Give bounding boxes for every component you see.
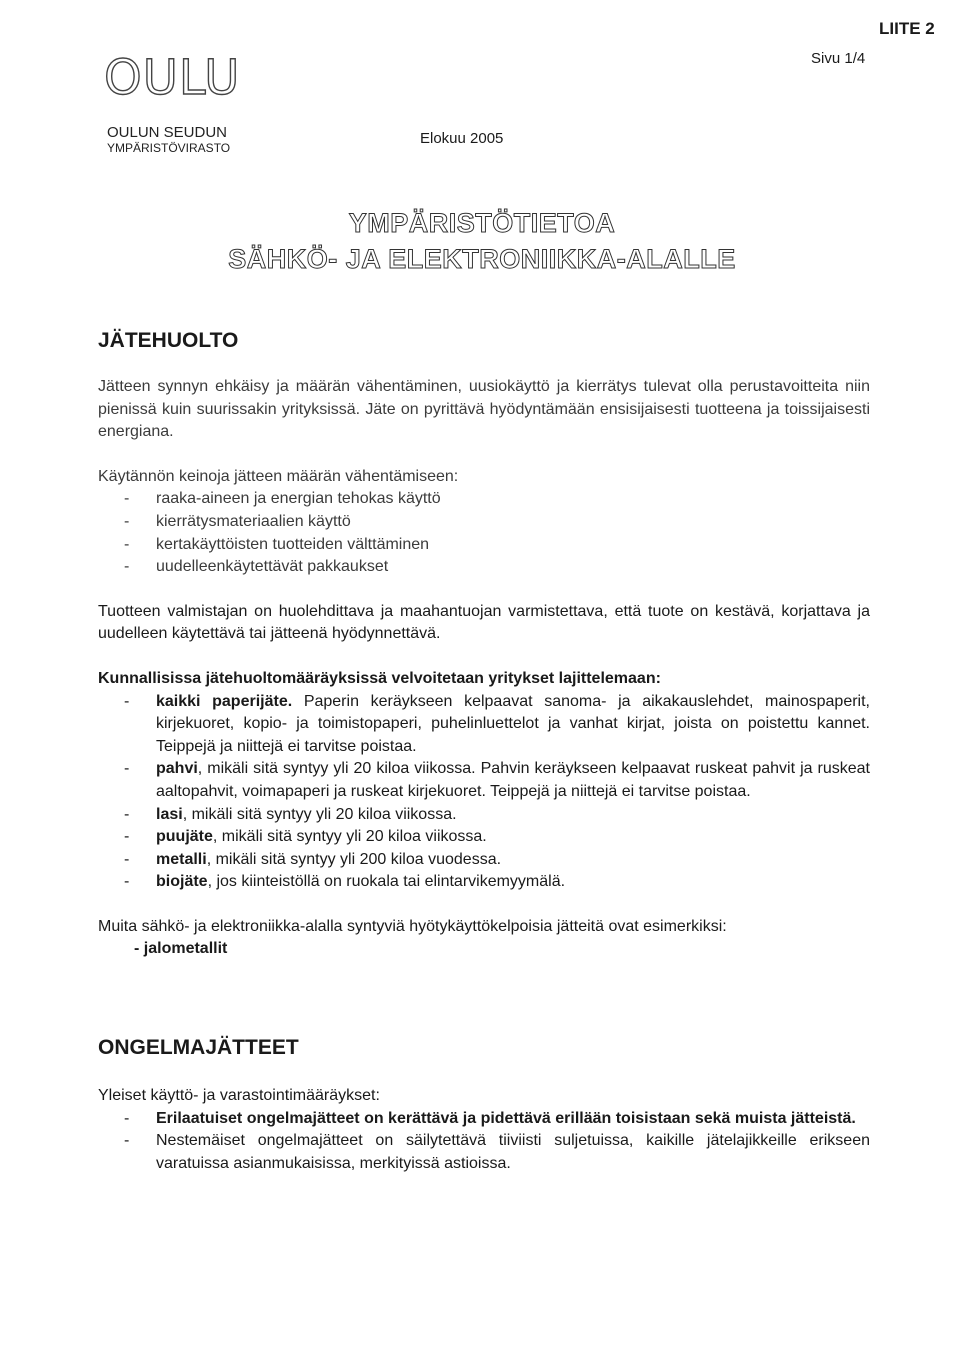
other-waste-item: - jalometallit [134,940,228,958]
section-heading-ongelmajatteet: ONGELMAJÄTTEET [98,1036,299,1059]
list-item: - Nestemäiset ongelmajätteet on säilytettävä tiiviisti suljetuissa, kaikille jätelajikkeille erikseen varatuissa asianmukaisissa, merkityissä astioissa. [124,1132,870,1172]
means-title: Käytännön keinoja jätteen määrän vähentämiseen: [98,467,459,485]
list-item: - raaka-aineen ja energian tehokas käyttö [124,490,441,508]
intro-paragraph: Jätteen synnyn ehkäisy ja määrän vähentäminen, uusiokäyttö ja kierrätys tulevat olla perustavoitteita niin pienissä kuin suurissakin yrityksissä. Jäte on pyrittävä hyödyntämään ensisijaisesti tuotteena ja toissijaisesti energiana. [98,378,870,441]
document-title-line2: SÄHKÖ- JA ELEKTRONIIKKA-ALALLE [228,244,736,274]
list-item: - biojäte, jos kiinteistöllä on ruokala tai elintarvikemyymälä. [124,873,566,891]
document-title-line1: YMPÄRISTÖTIETOA [348,208,616,238]
ongelmajatteet-section [98,1085,870,1175]
list-item: - kertakäyttöisten tuotteiden välttäminen [124,535,430,553]
list-item: - lasi, mikäli sitä syntyy yli 20 kiloa viikossa. [124,805,457,823]
sorting-term: lasi [156,805,183,823]
sorting-term: puujäte [156,828,213,846]
list-item: - kierrätysmateriaalien käyttö [124,512,351,530]
means-list [98,488,870,578]
sorting-term: biojäte [156,873,208,891]
list-item: - Erilaatuiset ongelmajätteet on kerättävä ja pidettävä erillään toisistaan sekä muista jätteistä. [124,1109,856,1127]
oulu-logo: OULU [104,50,241,106]
list-item: - pahvi, mikäli sitä syntyy yli 20 kiloa viikossa. Pahvin keräykseen kelpaavat ruskeat pahvit ja ruskeat aaltopahvit, voimapaperi ja ruskeat kirjekuoret. Teippejä ja niittejä ei tarvitse poistaa. [124,760,870,800]
list-item: - kaikki paperijäte. Paperin keräykseen kelpaavat sanoma- ja aikakauslehdet, mainospaperit, kirjekuoret, kopio- ja toimistopaperi, puhelinluettelot ja vanhat kirjat, joista on poistettu kannet. Teippejä ja niittejä ei tarvitse poistaa. [124,692,870,755]
document-date: Elokuu 2005 [420,130,504,147]
list-item: - uudelleenkäytettävät pakkaukset [124,558,389,576]
list-item: - puujäte, mikäli sitä syntyy yli 20 kiloa viikossa. [124,828,487,846]
other-waste-paragraph: Muita sähkö- ja elektroniikka-alalla syntyviä hyötykäyttökelpoisia jätteitä ovat esimerkiksi: [98,917,727,935]
rules-list [98,1108,870,1176]
org-department: YMPÄRISTÖVIRASTO [107,141,231,155]
sorting-list [98,691,870,894]
section-heading-jatehuolto: JÄTEHUOLTO [98,329,239,352]
jatehuolto-section [98,376,870,961]
sorting-term: pahvi [156,760,198,778]
manufacturer-paragraph: Tuotteen valmistajan on huolehdittava ja maahantuojan varmistettava, että tuote on kestävä, korjattava ja uudelleen käytettävä tai jätteenä hyödynnettävä. [98,602,870,643]
sorting-term: kaikki paperijäte. [156,692,293,710]
page-number: Sivu 1/4 [811,50,866,67]
list-item: - metalli, mikäli sitä syntyy yli 200 kiloa vuodessa. [124,850,502,868]
sorting-title: Kunnallisissa jätehuoltomääräyksissä velvoitetaan yritykset lajittelemaan: [98,669,661,687]
org-name: OULUN SEUDUN [107,124,228,141]
sorting-term: metalli [156,850,207,868]
appendix-label: LIITE 2 [879,19,935,38]
rules-title: Yleiset käyttö- ja varastointimääräykset: [98,1087,380,1104]
